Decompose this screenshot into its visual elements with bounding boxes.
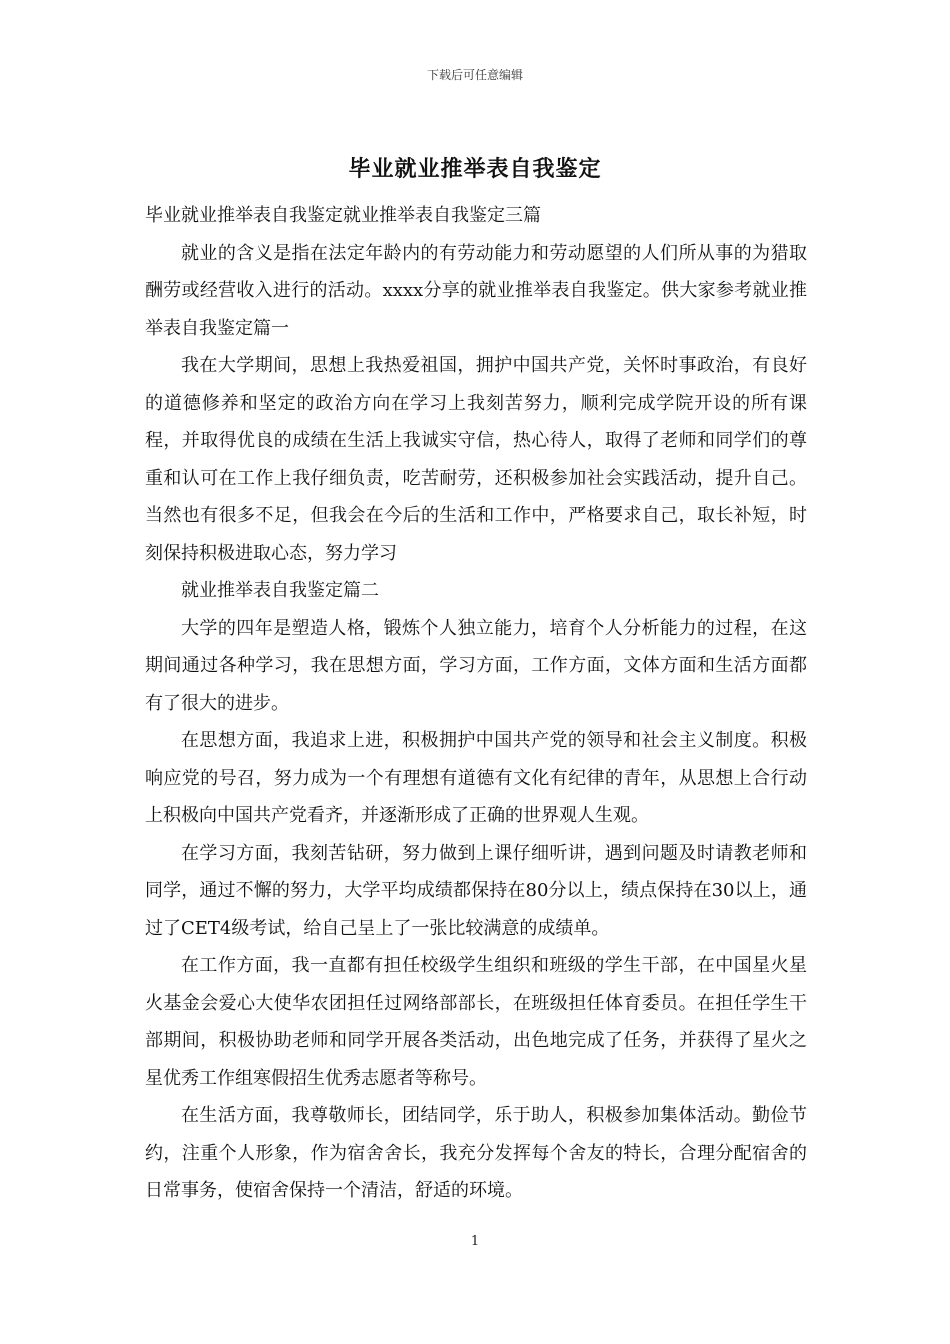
paragraph-work: 在工作方面，我一直都有担任校级学生组织和班级的学生干部，在中国星火星火基金会爱心大使华农团担任过网络部部长，在班级担任体育委员。在担任学生干部期间，积极协助老师和同学开展各类活动，出色地完成了任务，并获得了星火之星优秀工作组寒假招生优秀志愿者等称号。 — [145, 955, 807, 1089]
paragraph-essay-one: 我在大学期间，思想上我热爱祖国，拥护中国共产党，关怀时事政治，有良好的道德修养和坚定的政治方向在学习上我刻苦努力，顺利完成学院开设的所有课程，并取得优良的成绩在生活上我诚实守信，热心待人，取得了老师和同学们的尊重和认可在工作上我仔细负责，吃苦耐劳，还积极参加社会实践活动，提升自己。当然也有很多不足，但我会在今后的生活和工作中，严格要求自己，取长补短，时刻保持积极进取心态，努力学习 — [145, 355, 807, 564]
paragraph-life: 在生活方面，我尊敬师长，团结同学，乐于助人，积极参加集体活动。勤俭节约，注重个人形象，作为宿舍舍长，我充分发挥每个舍友的特长，合理分配宿舍的日常事务，使宿舍保持一个清洁，舒适的环境。 — [145, 1105, 807, 1201]
paragraph-subtitle: 毕业就业推举表自我鉴定就业推举表自我鉴定三篇 — [145, 205, 541, 226]
paragraph-intro: 就业的含义是指在法定年龄内的有劳动能力和劳动愿望的人们所从事的为猎取酬劳或经营收入进行的活动。xxxx分享的就业推举表自我鉴定。供大家参考就业推举表自我鉴定篇一 — [145, 242, 807, 339]
document-title: 毕业就业推举表自我鉴定 — [348, 156, 602, 182]
paragraph-ideology: 在思想方面，我追求上进，积极拥护中国共产党的领导和社会主义制度。积极响应党的号召，努力成为一个有理想有道德有文化有纪律的青年，从思想上合行动上积极向中国共产党看齐，并逐渐形成了正确的世界观人生观。 — [145, 730, 807, 826]
paragraph-four-years: 大学的四年是塑造人格，锻炼个人独立能力，培育个人分析能力的过程，在这期间通过各种学习，我在思想方面，学习方面，工作方面，文体方面和生活方面都有了很大的进步。 — [145, 617, 807, 714]
page-number: 1 — [470, 1234, 480, 1249]
page-header: 下载后可任意编辑 — [426, 68, 523, 82]
section-heading-two: 就业推举表自我鉴定篇二 — [181, 580, 379, 601]
document-body — [145, 197, 807, 1210]
paragraph-study: 在学习方面，我刻苦钻研，努力做到上课仔细听讲，遇到问题及时请教老师和同学，通过不懈的努力，大学平均成绩都保持在80分以上，绩点保持在30以上，通过了CET4级考试，给自己呈上了一张比较满意的成绩单。 — [145, 842, 807, 939]
